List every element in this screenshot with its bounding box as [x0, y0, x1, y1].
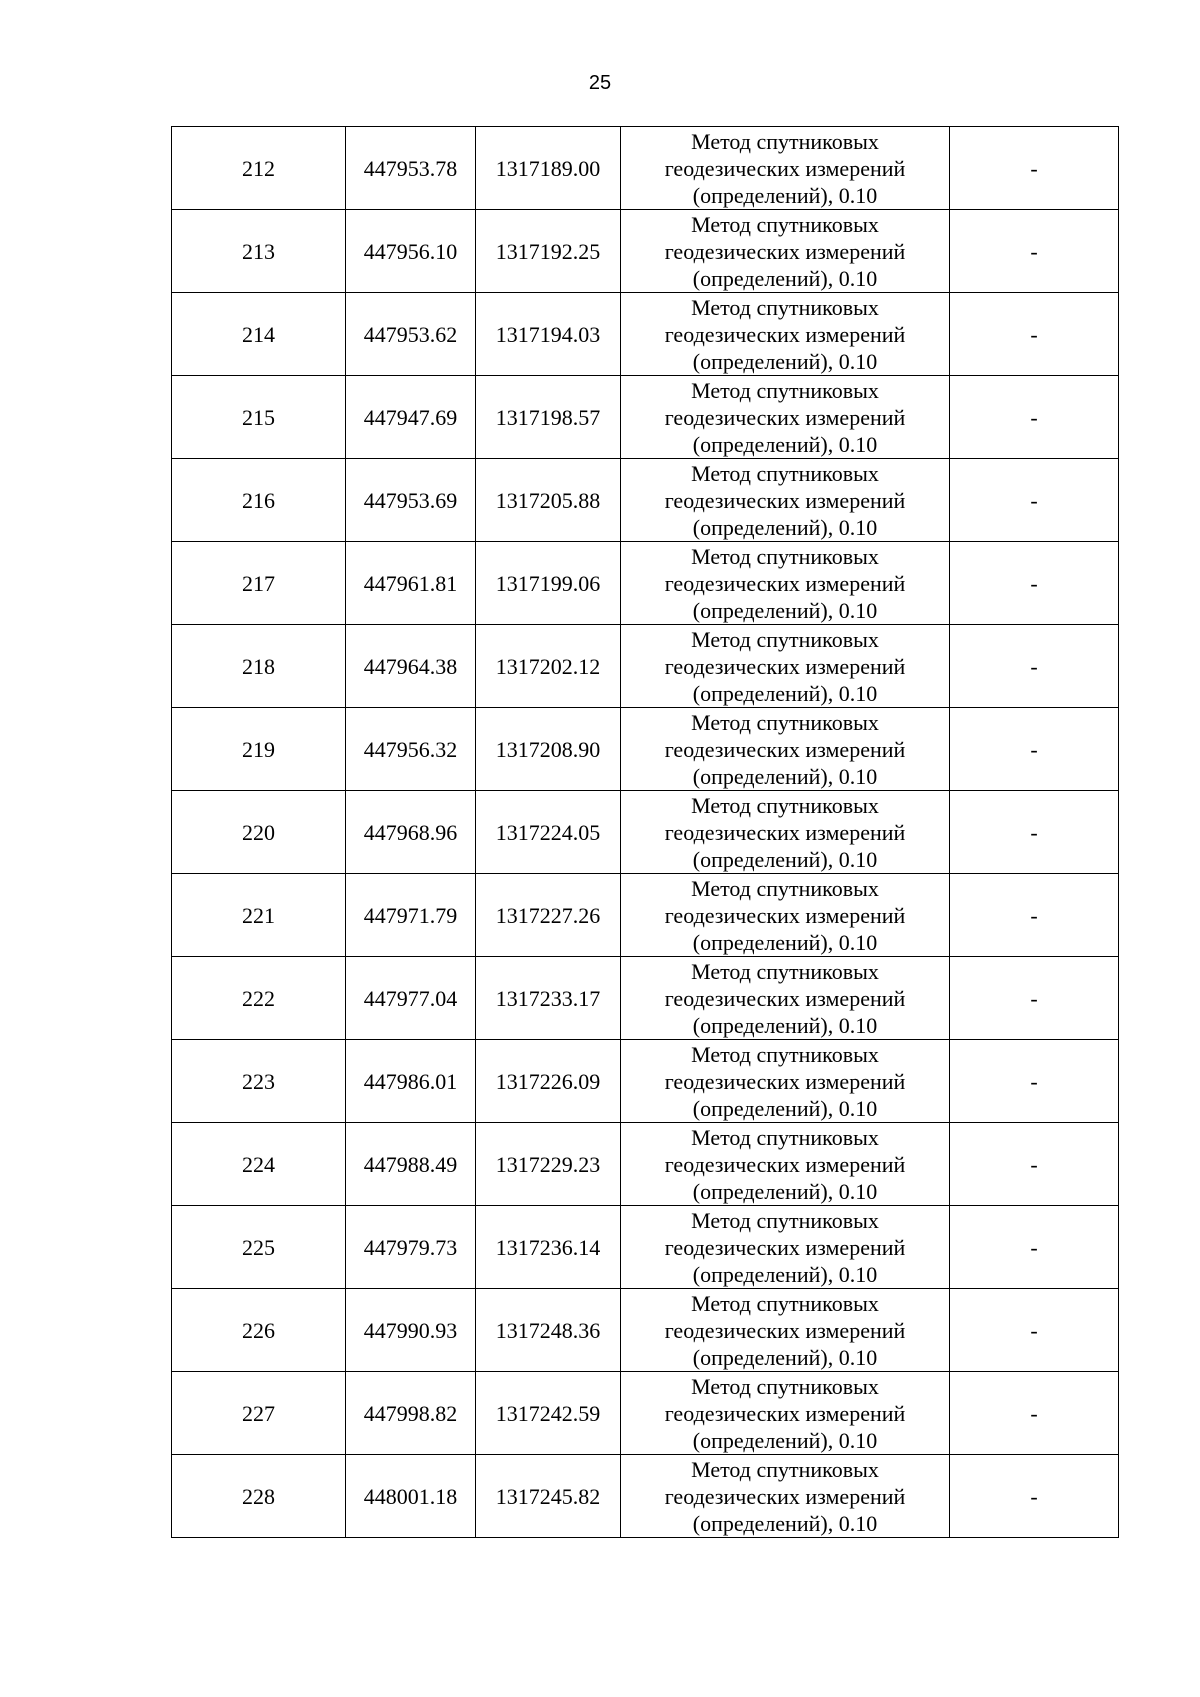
method-cell: [621, 708, 950, 791]
y-coordinate-cell: 1317226.09: [476, 1040, 621, 1123]
note-cell: -: [950, 1289, 1119, 1372]
note-cell: -: [950, 625, 1119, 708]
method-line: (определений), 0.10: [692, 431, 878, 457]
method-line: геодезических измерений: [664, 404, 906, 430]
method-cell: [621, 1372, 950, 1455]
method-line: геодезических измерений: [664, 321, 906, 347]
x-coordinate-cell: 447964.38: [346, 625, 476, 708]
method-line: геодезических измерений: [664, 1317, 906, 1343]
method-line: (определений), 0.10: [692, 1012, 878, 1038]
method-line: Метод спутниковых: [691, 1373, 879, 1399]
method-line: Метод спутниковых: [691, 875, 879, 901]
y-coordinate-cell: 1317248.36: [476, 1289, 621, 1372]
point-number-cell: 213: [172, 210, 346, 293]
point-number-cell: 226: [172, 1289, 346, 1372]
y-coordinate-cell: 1317224.05: [476, 791, 621, 874]
table-row: [172, 957, 1119, 1040]
method-line: Метод спутниковых: [691, 1290, 879, 1316]
method-cell: [621, 1455, 950, 1538]
x-coordinate-cell: 447953.78: [346, 127, 476, 210]
point-number-cell: 221: [172, 874, 346, 957]
method-line: Метод спутниковых: [691, 1207, 879, 1233]
table-row: [172, 210, 1119, 293]
method-line: Метод спутниковых: [691, 626, 879, 652]
table-row: [172, 542, 1119, 625]
method-line: Метод спутниковых: [691, 792, 879, 818]
page-number: 25: [588, 72, 612, 94]
x-coordinate-cell: 447986.01: [346, 1040, 476, 1123]
y-coordinate-cell: 1317189.00: [476, 127, 621, 210]
y-coordinate-cell: 1317242.59: [476, 1372, 621, 1455]
point-number-cell: 223: [172, 1040, 346, 1123]
point-number-cell: 216: [172, 459, 346, 542]
table-row: [172, 1123, 1119, 1206]
y-coordinate-cell: 1317236.14: [476, 1206, 621, 1289]
method-line: (определений), 0.10: [692, 763, 878, 789]
note-cell: -: [950, 1040, 1119, 1123]
point-number-cell: 225: [172, 1206, 346, 1289]
method-line: Метод спутниковых: [691, 1124, 879, 1150]
table-row: [172, 1455, 1119, 1538]
note-cell: -: [950, 293, 1119, 376]
table-row: [172, 625, 1119, 708]
method-line: геодезических измерений: [664, 1234, 906, 1260]
y-coordinate-cell: 1317205.88: [476, 459, 621, 542]
method-line: (определений), 0.10: [692, 1427, 878, 1453]
method-line: (определений), 0.10: [692, 1510, 878, 1536]
method-cell: [621, 874, 950, 957]
table-row: [172, 293, 1119, 376]
point-number-cell: 227: [172, 1372, 346, 1455]
note-cell: -: [950, 874, 1119, 957]
method-line: Метод спутниковых: [691, 460, 879, 486]
method-cell: [621, 376, 950, 459]
y-coordinate-cell: 1317194.03: [476, 293, 621, 376]
table-row: [172, 376, 1119, 459]
method-line: (определений), 0.10: [692, 680, 878, 706]
y-coordinate-cell: 1317198.57: [476, 376, 621, 459]
point-number-cell: 215: [172, 376, 346, 459]
method-line: Метод спутниковых: [691, 377, 879, 403]
table-row: [172, 459, 1119, 542]
method-line: геодезических измерений: [664, 985, 906, 1011]
method-cell: [621, 1206, 950, 1289]
method-line: Метод спутниковых: [691, 1041, 879, 1067]
note-cell: -: [950, 1372, 1119, 1455]
method-line: геодезических измерений: [664, 653, 906, 679]
method-cell: [621, 293, 950, 376]
method-line: (определений), 0.10: [692, 1261, 878, 1287]
note-cell: -: [950, 708, 1119, 791]
method-line: (определений), 0.10: [692, 1344, 878, 1370]
method-line: геодезических измерений: [664, 1151, 906, 1177]
y-coordinate-cell: 1317199.06: [476, 542, 621, 625]
x-coordinate-cell: 447956.32: [346, 708, 476, 791]
table-row: [172, 874, 1119, 957]
x-coordinate-cell: 447956.10: [346, 210, 476, 293]
table-row: [172, 127, 1119, 210]
method-line: (определений), 0.10: [692, 1178, 878, 1204]
x-coordinate-cell: 447998.82: [346, 1372, 476, 1455]
method-line: геодезических измерений: [664, 238, 906, 264]
y-coordinate-cell: 1317233.17: [476, 957, 621, 1040]
table-row: [172, 1289, 1119, 1372]
method-line: (определений), 0.10: [692, 597, 878, 623]
method-line: Метод спутниковых: [691, 709, 879, 735]
y-coordinate-cell: 1317202.12: [476, 625, 621, 708]
x-coordinate-cell: 447977.04: [346, 957, 476, 1040]
note-cell: -: [950, 210, 1119, 293]
method-line: геодезических измерений: [664, 736, 906, 762]
point-number-cell: 214: [172, 293, 346, 376]
point-number-cell: 228: [172, 1455, 346, 1538]
table-row: [172, 1372, 1119, 1455]
note-cell: -: [950, 127, 1119, 210]
method-line: геодезических измерений: [664, 155, 906, 181]
method-cell: [621, 625, 950, 708]
point-number-cell: 212: [172, 127, 346, 210]
method-line: (определений), 0.10: [692, 182, 878, 208]
method-line: Метод спутниковых: [691, 128, 879, 154]
method-line: геодезических измерений: [664, 1400, 906, 1426]
x-coordinate-cell: 447961.81: [346, 542, 476, 625]
method-cell: [621, 127, 950, 210]
method-line: геодезических измерений: [664, 1068, 906, 1094]
note-cell: -: [950, 791, 1119, 874]
note-cell: -: [950, 1206, 1119, 1289]
point-number-cell: 217: [172, 542, 346, 625]
point-number-cell: 224: [172, 1123, 346, 1206]
y-coordinate-cell: 1317229.23: [476, 1123, 621, 1206]
method-line: Метод спутниковых: [691, 543, 879, 569]
method-cell: [621, 1289, 950, 1372]
note-cell: -: [950, 459, 1119, 542]
x-coordinate-cell: 447971.79: [346, 874, 476, 957]
x-coordinate-cell: 447953.62: [346, 293, 476, 376]
x-coordinate-cell: 448001.18: [346, 1455, 476, 1538]
method-cell: [621, 459, 950, 542]
table-row: [172, 791, 1119, 874]
table-row: [172, 1040, 1119, 1123]
x-coordinate-cell: 447953.69: [346, 459, 476, 542]
note-cell: -: [950, 376, 1119, 459]
method-line: Метод спутниковых: [691, 211, 879, 237]
method-line: геодезических измерений: [664, 819, 906, 845]
method-line: (определений), 0.10: [692, 265, 878, 291]
x-coordinate-cell: 447947.69: [346, 376, 476, 459]
point-number-cell: 220: [172, 791, 346, 874]
method-line: Метод спутниковых: [691, 294, 879, 320]
method-cell: [621, 210, 950, 293]
method-line: (определений), 0.10: [692, 846, 878, 872]
method-cell: [621, 1123, 950, 1206]
method-cell: [621, 1040, 950, 1123]
method-cell: [621, 957, 950, 1040]
method-line: геодезических измерений: [664, 570, 906, 596]
note-cell: -: [950, 1455, 1119, 1538]
method-line: геодезических измерений: [664, 1483, 906, 1509]
x-coordinate-cell: 447990.93: [346, 1289, 476, 1372]
note-cell: -: [950, 957, 1119, 1040]
y-coordinate-cell: 1317192.25: [476, 210, 621, 293]
method-cell: [621, 542, 950, 625]
y-coordinate-cell: 1317245.82: [476, 1455, 621, 1538]
note-cell: -: [950, 1123, 1119, 1206]
method-line: (определений), 0.10: [692, 514, 878, 540]
coordinates-table-body: [172, 127, 1119, 1538]
method-line: Метод спутниковых: [691, 1456, 879, 1482]
x-coordinate-cell: 447988.49: [346, 1123, 476, 1206]
method-cell: [621, 791, 950, 874]
x-coordinate-cell: 447979.73: [346, 1206, 476, 1289]
x-coordinate-cell: 447968.96: [346, 791, 476, 874]
y-coordinate-cell: 1317227.26: [476, 874, 621, 957]
note-cell: -: [950, 542, 1119, 625]
method-line: (определений), 0.10: [692, 1095, 878, 1121]
method-line: Метод спутниковых: [691, 958, 879, 984]
method-line: геодезических измерений: [664, 902, 906, 928]
method-line: (определений), 0.10: [692, 929, 878, 955]
y-coordinate-cell: 1317208.90: [476, 708, 621, 791]
method-line: геодезических измерений: [664, 487, 906, 513]
coordinates-table: [171, 126, 1119, 1538]
point-number-cell: 219: [172, 708, 346, 791]
method-line: (определений), 0.10: [692, 348, 878, 374]
point-number-cell: 218: [172, 625, 346, 708]
table-row: [172, 1206, 1119, 1289]
point-number-cell: 222: [172, 957, 346, 1040]
table-row: [172, 708, 1119, 791]
